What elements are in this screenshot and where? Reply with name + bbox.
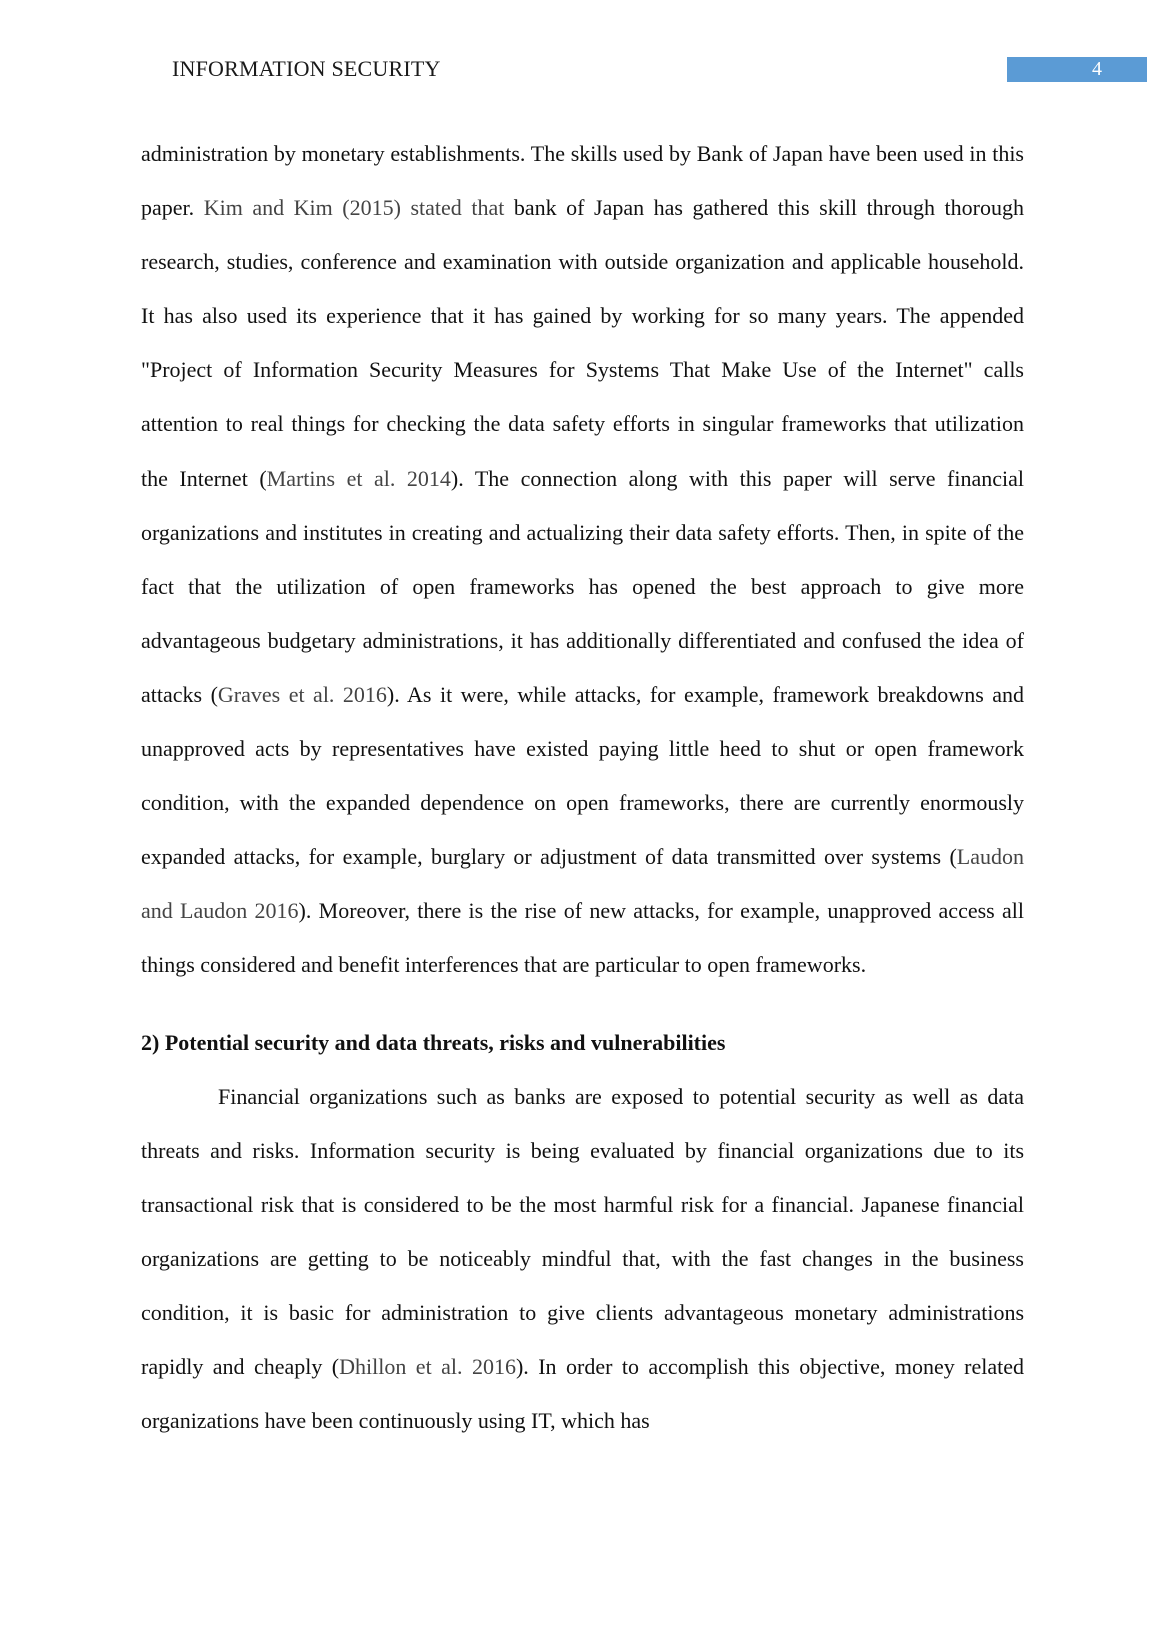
citation-martins: Martins et al. 2014 [266,465,451,491]
paragraph-2 [141,1070,1024,1449]
paragraph-1-text-3: ). The connection along with this paper will serve financial organizations and institutes in creating and actualizing their data safety efforts. Then, in spite of the fact that the utilization of open frameworks has opened the best approach to give more advantageous budgetary administrations, it has additionally differentiated and confused the idea of attacks ( [141,465,1024,707]
page-number: 4 [1007,57,1147,82]
running-head: INFORMATION SECURITY [172,56,441,81]
paragraph-1-text-1: administration by monetary establishments. The skills used by Bank of Japan have been used in this paper. [141,141,1024,221]
paragraph-2-text-1: Financial organizations such as banks are exposed to potential security as well as data threats and risks. Information security is being evaluated by financial organizations due to its transactional risk that is considered to be the most harmful risk for a financial. Japanese financial organizations are getting to be noticeably mindful that, with the fast changes in the business condition, it is basic for administration to give clients advantageous monetary administrations rapidly and cheaply ( [141,1083,1024,1380]
paragraph-1-text-2: bank of Japan has gathered this skill through thorough research, studies, conference and examination with outside organization and applicable household. It has also used its experience that it has gained by working for so many years. The appended "Project of Information Security Measures for Systems That Make Use of the Internet" calls attention to real things for checking the data safety efforts in singular frameworks that utilization the Internet ( [141,195,1024,491]
citation-laudon: Laudon and Laudon 2016 [141,844,1024,924]
citation-kim-and-kim: Kim and Kim (2015) stated that [203,195,514,221]
citation-graves: Graves et al. 2016 [217,681,387,707]
paragraph-1-text-4: ). As it were, while attacks, for example, framework breakdowns and unapproved acts by representatives have existed paying little heed to shut or open framework condition, with the expanded dependence on open frameworks, there are currently enormously expanded attacks, for example, burglary or adjustment of data transmitted over systems ( [141,681,1025,870]
section-heading: 2) Potential security and data threats, risks and vulnerabilities [141,1029,726,1055]
citation-dhillon: Dhillon et al. 2016 [339,1354,516,1380]
paragraph-2-text-2: ). In order to accomplish this objective, money related organizations have been continuously using IT, which has [141,1354,1025,1434]
paragraph-1 [141,127,1024,993]
document-body [141,127,1024,1448]
paragraph-1-text-5: ). Moreover, there is the rise of new attacks, for example, unapproved access all things considered and benefit interferences that are particular to open frameworks. [141,898,1024,978]
